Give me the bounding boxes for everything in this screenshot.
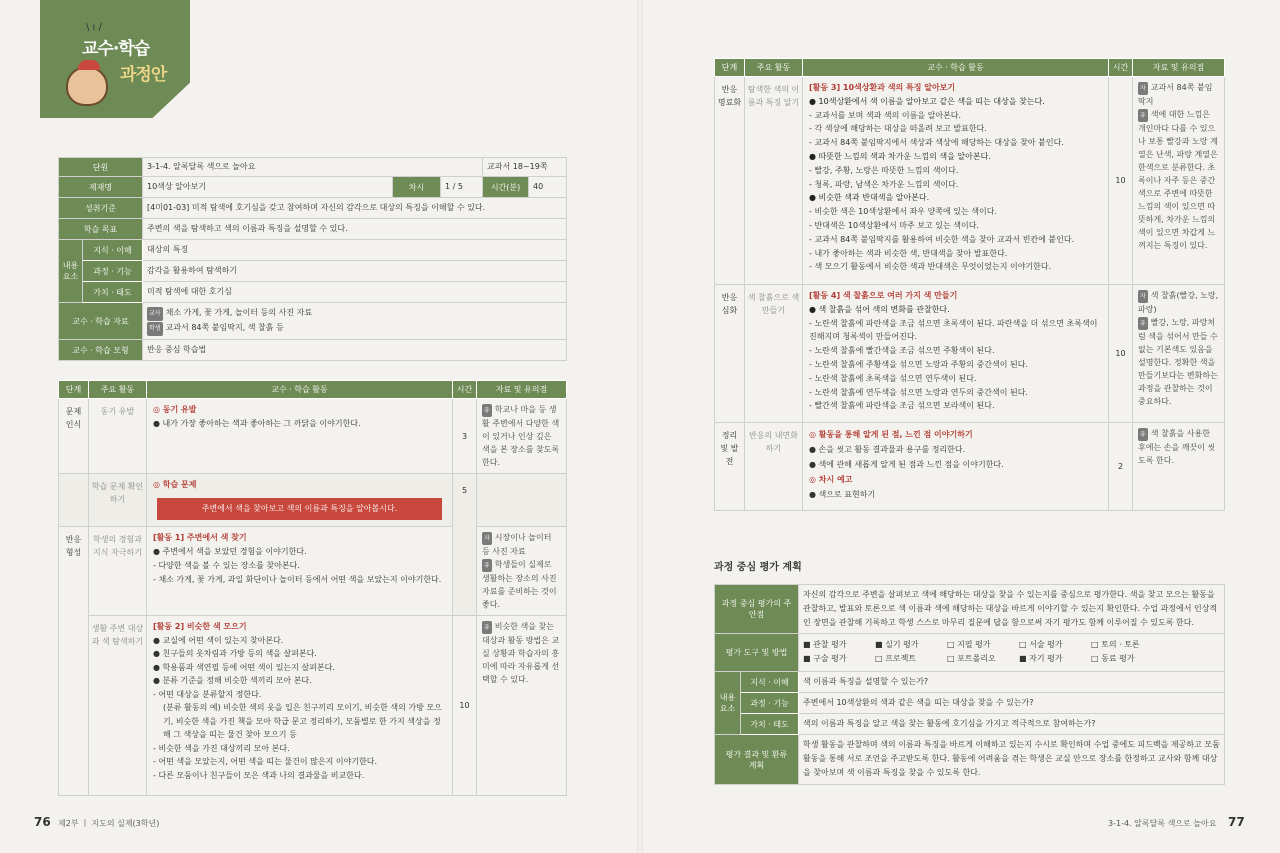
activity4-title: [활동 4] 색 찰흙으로 여러 가지 색 만들기	[809, 291, 958, 300]
activity1-dash: - 채소 가게, 꽃 가게, 과일 화단이나 놀이터 등에서 어떤 색을 보았는지 이야기한다.	[153, 573, 446, 587]
note-text: 비슷한 색을 찾는 대상과 활동 방법은 교실 상황과 학습자의 흥미에 따라 자유롭게 선택할 수 있다.	[482, 622, 560, 684]
motivation-title: ◎ 동기 유발	[153, 405, 197, 414]
activity-dash: - 색 모으기 활동에서 비슷한 색과 반대색은 무엇이었는지 이야기한다.	[809, 260, 1102, 274]
activity2-title: [활동 2] 비슷한 색 모으기	[153, 622, 247, 631]
activity3-title: [활동 3] 10색상환과 색의 특징 알아보기	[809, 83, 956, 92]
note-activity1	[477, 527, 567, 616]
note-text: 학생들이 실제로 생활하는 장소의 사진 자료를 준비하는 것이 좋다.	[482, 560, 557, 609]
session-label: 차시	[393, 177, 441, 198]
eval-knowledge-value: 색 이름과 특징을 설명할 수 있는가?	[799, 672, 1225, 693]
note-text: 색 찰흙을 사용한 후에는 손을 깨끗이 씻도록 한다.	[1138, 429, 1216, 465]
preview-item: ● 색으로 표현하기	[809, 487, 1102, 502]
activity-stimulate: 학생의 경험과 지식 자극하기	[89, 527, 147, 616]
note-text: 교과서 84쪽 붙임딱지	[1138, 83, 1213, 106]
page-spine	[637, 0, 643, 853]
value-value: 미적 탐색에 대한 호기심	[143, 282, 567, 303]
footer-left-text: 제2부 ㅣ 지도의 실제(3학년)	[58, 819, 160, 828]
eval-tool-checkbox: ■ 자기 평가	[1019, 654, 1063, 663]
eval-tool-checkbox: □ 서술 평가	[1019, 640, 1063, 649]
sparkle-icon: \ ı /	[86, 22, 102, 33]
activity-internalize: 반응의 내면화하기	[745, 423, 803, 511]
activity-dash: - 빨간색 찰흙에 파란색을 조금 섞으면 보라색이 된다.	[809, 399, 1102, 413]
note-motivation	[477, 399, 567, 474]
time-activity3: 10	[1109, 77, 1133, 285]
activity2-dash: - 어떤 색을 모았는지, 어떤 색을 띠는 물건이 많은지 이야기한다.	[153, 755, 446, 769]
goal-value: 주변의 색을 탐색하고 색의 이름과 특징을 설명할 수 있다.	[143, 219, 567, 240]
standard-value: [4미01-03] 미적 탐색에 호기심을 갖고 참여하며 자신의 감각으로 대상의 특징을 이해할 수 있다.	[143, 198, 567, 219]
activity-names: 탐색한 색의 이름과 특징 알기	[745, 77, 803, 285]
activity-problem-check: 학습 문제 확인하기	[89, 474, 147, 527]
time-wrapup: 2	[1109, 423, 1133, 511]
col-activity: 주요 활동	[89, 381, 147, 399]
student-materials: 교과서 84쪽 붙임딱지, 색 찰흙 등	[165, 323, 284, 332]
eval-tool-checkbox: ■ 관찰 평가	[803, 640, 847, 649]
activity-bullet: ● 10색상환에서 색 이름을 알아보고 같은 색을 띠는 대상을 찾는다.	[809, 95, 1102, 109]
note-activity4	[1133, 285, 1225, 423]
time-value: 40	[529, 177, 567, 198]
activity-dash: - 교과서 84쪽 붙임딱지에서 색상과 색상에 해당하는 대상을 찾아 붙인다.	[809, 136, 1102, 150]
process-wrapup	[803, 423, 1109, 511]
stage-wrapup: 정리 및 발전	[715, 423, 745, 511]
activity-dash: - 노란색 찰흙에 파란색을 조금 섞으면 초록색이 된다. 파란색을 더 섞으면 초록색이 진해지며 청록색이 만들어진다.	[809, 317, 1102, 345]
activity-dash: - 노란색 찰흙에 초록색을 섞으면 연두색이 된다.	[809, 372, 1102, 386]
activity-dash: - 내가 좋아하는 색과 비슷한 색, 반대색을 찾아 발표한다.	[809, 247, 1102, 261]
time-activity1: 5	[453, 474, 477, 616]
eval-value-label: 가치 · 태도	[741, 714, 799, 735]
process-activity4	[803, 285, 1109, 423]
page-number-right: 77	[1228, 815, 1245, 829]
wrapup-item: ● 손을 씻고 활동 결과물과 용구를 정리한다.	[809, 442, 1102, 457]
left-process-table	[58, 380, 567, 796]
page-number-left: 76	[34, 815, 51, 829]
right-process-table	[714, 58, 1225, 511]
header-badge	[40, 0, 190, 118]
activity2-bullet: ● 친구들의 옷차림과 가방 등의 색을 살펴본다.	[153, 647, 446, 661]
eval-tool-checkbox: ■ 구술 평가	[803, 654, 847, 663]
note-text: 시장이나 놀이터 등 사진 자료	[482, 533, 552, 556]
activity1-title: [활동 1] 주변에서 색 찾기	[153, 533, 247, 542]
activity-bullet: ● 비슷한 색과 반대색을 알아본다.	[809, 191, 1102, 205]
note-tag: 유	[482, 404, 492, 417]
note-tag: 자	[1138, 82, 1148, 95]
problem-title: ◎ 학습 문제	[153, 480, 197, 489]
process-problem	[147, 474, 453, 527]
materials-value	[143, 303, 567, 340]
activity-dash: - 노란색 찰흙에 연두색을 섞으면 노랑과 연두의 중간색이 된다.	[809, 386, 1102, 400]
eval-section-title: 과정 중심 평가 계획	[714, 562, 802, 573]
activity-dash: - 비슷한 색은 10색상환에서 좌우 양쪽에 있는 색이다.	[809, 205, 1102, 219]
mascot-bear-icon	[66, 66, 108, 106]
time-activity2: 10	[453, 616, 477, 796]
eval-tool-checkbox: □ 지필 평가	[947, 640, 991, 649]
knowledge-label: 지식 · 이해	[83, 240, 143, 261]
activity2-bullet: ● 교실에 어떤 색이 있는지 찾아본다.	[153, 634, 446, 648]
eval-focus-value: 자신의 감각으로 주변을 살펴보고 색에 해당하는 대상을 찾을 수 있는지를 중심으로 평가한다. 색을 찾고 모으는 활동을 관찰하고, 발표와 토론으로 색 이름과 색에 해당하는 대상을 바르게 이야기할 수 있는지 확인한다. 수업 과정에서 인상적인 장면을 관찰해 기록하고 학생 스스로 마무리 질문에 답을 함으로써 자기 평가도 함께 이루어질 수 있도록 한다.	[799, 585, 1225, 634]
note-tag: 자	[1138, 290, 1148, 303]
eval-value-value: 색의 이름과 특징을 알고 색을 찾는 활동에 호기심을 가지고 적극적으로 참여하는가?	[799, 714, 1225, 735]
lesson-info-table	[58, 157, 567, 361]
model-label: 교수 · 학습 모형	[59, 340, 143, 361]
note-text: 빨강, 노랑, 파랑처럼 색을 섞어서 만들 수 없는 기본색도 있음을 설명한다. 정확한 색을 만들기보다는 변화하는 과정을 관찰하는 것이 중요하다.	[1138, 318, 1218, 406]
eval-tool-checkbox: ■ 실기 평가	[875, 640, 919, 649]
eval-table	[714, 584, 1225, 785]
learning-problem-box: 주변에서 색을 찾아보고 색의 이름과 특징을 알아봅시다.	[157, 498, 442, 520]
content-label: 내용 요소	[59, 240, 83, 303]
activity-motivation: 동기 유발	[89, 399, 147, 474]
unit-label: 단원	[59, 158, 143, 177]
time-label: 시간(분)	[483, 177, 529, 198]
note-tag: 자	[482, 532, 492, 545]
eval-result-label: 평가 결과 및 환류 계획	[715, 735, 799, 785]
stage-clarify: 반응 명료화	[715, 77, 745, 285]
eval-tools-value	[799, 634, 1225, 672]
activity-dash: - 반대색은 10색상환에서 마주 보고 있는 색이다.	[809, 219, 1102, 233]
col-notes: 자료 및 유의점	[477, 381, 567, 399]
activity-dash: - 교과서를 보며 색과 색의 이름을 알아본다.	[809, 109, 1102, 123]
process-activity2	[147, 616, 453, 796]
eval-tools-label: 평가 도구 및 방법	[715, 634, 799, 672]
col-activity: 주요 활동	[745, 59, 803, 77]
model-value: 반응 중심 학습법	[143, 340, 567, 361]
skill-value: 감각을 활용하여 탐색하기	[143, 261, 567, 282]
eval-result-value: 학생 활동을 관찰하며 색의 이름과 특징을 바르게 이해하고 있는지 수시로 확인하며 수업 중에도 피드백을 제공하고 모둠 활동을 통해 서로 조언을 주고받도록 한다. 활동에 어려움을 겪는 학생은 교실 안으로 장소를 한정하고 교사와 함께 대상을 찾아보며 색 이름과 특징을 찾을 수 있도록 한다.	[799, 735, 1225, 785]
note-text: 색 찰흙(빨강, 노랑, 파랑)	[1138, 291, 1219, 314]
eval-content-label: 내용 요소	[715, 672, 741, 735]
eval-tool-checkbox: □ 토의 · 토론	[1091, 640, 1140, 649]
eval-tool-checkbox: □ 포트폴리오	[947, 654, 996, 663]
stage-deepen: 반응 심화	[715, 285, 745, 423]
col-notes: 자료 및 유의점	[1133, 59, 1225, 77]
unit-value: 3-1-4. 알록달록 색으로 놀아요	[143, 158, 483, 177]
goal-label: 학습 목표	[59, 219, 143, 240]
badge-title-line2: 과정안	[120, 65, 167, 85]
unit-pages: 교과서 18~19쪽	[483, 158, 567, 177]
note-activity2	[477, 616, 567, 796]
topic-value: 10색상 알아보기	[143, 177, 393, 198]
stage-formation: 반응 형성	[59, 527, 89, 796]
activity-clay: 색 찰흙으로 색 만들기	[745, 285, 803, 423]
motivation-item: ● 내가 가장 좋아하는 색과 좋아하는 그 까닭을 이야기한다.	[153, 417, 446, 431]
process-activity3	[803, 77, 1109, 285]
note-text: 학교나 마을 등 생활 주변에서 다양한 색이 있거나 인상 깊은 색을 본 장소를 찾도록 한다.	[482, 405, 560, 467]
activity2-dash: - 비슷한 색을 가진 대상끼리 모아 본다.	[153, 742, 446, 756]
activity-dash: - 각 색상에 해당하는 대상을 떠올려 보고 발표한다.	[809, 122, 1102, 136]
col-stage: 단계	[715, 59, 745, 77]
note-text: 색에 대한 느낌은 개인마다 다를 수 있으나 보통 빨강과 노랑 계열은 난색, 파랑 계열은 한색으로 분류한다. 초록이나 자주 등은 중간색으로 주변에 따뜻한 느낌의 색이 있으면 따뜻하게, 차가운 느낌의 색이 있으면 차갑게 느껴지는 특징이 있다.	[1138, 110, 1218, 250]
mascot-hat-icon	[78, 60, 100, 70]
student-tag: 학생	[147, 322, 163, 336]
badge-title-line1: 교수·학습	[82, 39, 150, 59]
col-process: 교수 · 학습 활동	[803, 59, 1109, 77]
activity-dash: - 청록, 파랑, 남색은 차가운 느낌의 색이다.	[809, 178, 1102, 192]
eval-focus-label: 과정 중심 평가의 주안점	[715, 585, 799, 634]
footer-right-text: 3-1-4. 알록달록 색으로 놀아요	[1108, 819, 1217, 828]
time-motivation: 3	[453, 399, 477, 474]
col-time: 시간	[1109, 59, 1133, 77]
activity-explore: 생활 주변 대상과 색 탐색하기	[89, 616, 147, 796]
activity2-bullet: ● 학용품과 색연필 등에 어떤 색이 있는지 살펴본다.	[153, 661, 446, 675]
process-activity1	[147, 527, 453, 616]
activity-dash: - 노란색 찰흙에 주황색을 섞으면 노랑과 주황의 중간색이 된다.	[809, 358, 1102, 372]
topic-label: 제재명	[59, 177, 143, 198]
col-stage: 단계	[59, 381, 89, 399]
wrapup-title: ◎ 활동을 통해 알게 된 점, 느낀 점 이야기하기	[809, 430, 973, 439]
eval-tool-checkbox: □ 프로젝트	[875, 654, 917, 663]
skill-label: 과정 · 기능	[83, 261, 143, 282]
activity2-dash: - 다른 모둠이나 친구들이 모은 색과 나의 결과물을 비교한다.	[153, 769, 446, 783]
activity2-dash: - 어떤 대상을 분류할지 정한다.	[153, 688, 446, 702]
preview-title: ◎ 차시 예고	[809, 475, 853, 484]
teacher-materials: 채소 가게, 꽃 가게, 놀이터 등의 사진 자료	[165, 308, 313, 317]
note-activity3	[1133, 77, 1225, 285]
activity-bullet: ● 색 찰흙을 섞어 색의 변화를 관찰한다.	[809, 303, 1102, 317]
activity1-bullet: ● 주변에서 색을 보았던 경험을 이야기한다.	[153, 545, 446, 559]
activity2-example: (분류 활동의 예) 비슷한 색의 옷을 입은 친구끼리 모이기, 비슷한 색의 가방 모으기, 비슷한 색을 가진 책을 모아 학급 문고 정리하기, 모둠별로 한 가지 색상을 정해 그 색상을 띠는 물건 찾아 모으기 등	[163, 703, 442, 739]
eval-skill-label: 과정 · 기능	[741, 693, 799, 714]
note-wrapup	[1133, 423, 1225, 511]
activity-dash: - 교과서 84쪽 붙임딱지를 활용하여 비슷한 색을 찾아 교과서 빈칸에 붙인다.	[809, 233, 1102, 247]
eval-skill-value: 주변에서 10색상환의 색과 같은 색을 띠는 대상을 찾을 수 있는가?	[799, 693, 1225, 714]
value-label: 가치 · 태도	[83, 282, 143, 303]
col-time: 시간	[453, 381, 477, 399]
activity-bullet: ● 따뜻한 느낌의 색과 차가운 느낌의 색을 알아본다.	[809, 150, 1102, 164]
activity1-dash: - 다양한 색을 볼 수 있는 장소를 찾아본다.	[153, 559, 446, 573]
standard-label: 성취기준	[59, 198, 143, 219]
wrapup-item: ● 색에 관해 새롭게 알게 된 점과 느낀 점을 이야기한다.	[809, 457, 1102, 472]
stage-problem: 문제 인식	[59, 399, 89, 474]
note-tag: 유	[1138, 109, 1148, 122]
activity-dash: - 빨강, 주황, 노랑은 따뜻한 느낌의 색이다.	[809, 164, 1102, 178]
note-tag: 유	[1138, 317, 1148, 330]
time-activity4: 10	[1109, 285, 1133, 423]
note-tag: 유	[482, 559, 492, 572]
note-tag: 유	[1138, 428, 1148, 441]
col-process: 교수 · 학습 활동	[147, 381, 453, 399]
session-value: 1 / 5	[441, 177, 483, 198]
materials-label: 교수 · 학습 자료	[59, 303, 143, 340]
knowledge-value: 대상의 특징	[143, 240, 567, 261]
process-motivation	[147, 399, 453, 474]
activity2-bullet: ● 분류 기준을 정해 비슷한 색끼리 모아 본다.	[153, 674, 446, 688]
activity-dash: - 노란색 찰흙에 빨간색을 조금 섞으면 주황색이 된다.	[809, 344, 1102, 358]
teacher-tag: 교사	[147, 307, 163, 321]
note-tag: 유	[482, 621, 492, 634]
eval-tool-checkbox: □ 동료 평가	[1091, 654, 1135, 663]
eval-knowledge-label: 지식 · 이해	[741, 672, 799, 693]
